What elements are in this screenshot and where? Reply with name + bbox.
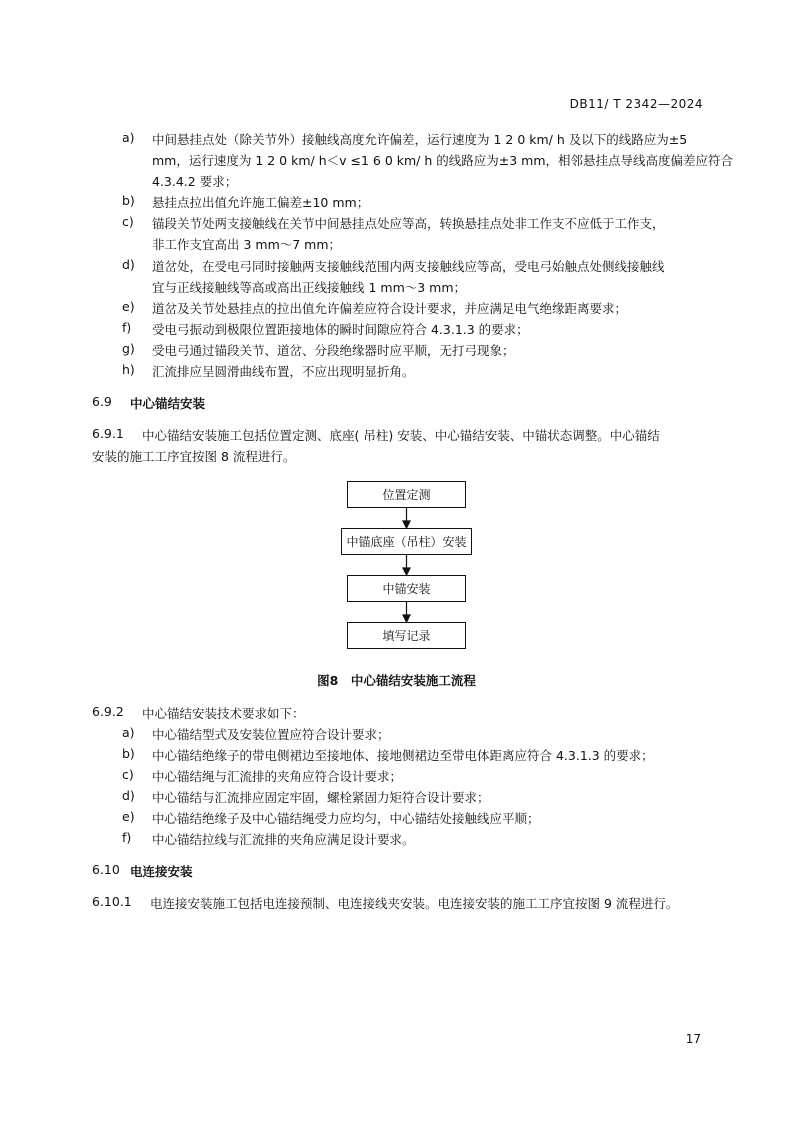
- list-item-label: h): [122, 362, 135, 377]
- list-item-label: f): [122, 830, 132, 845]
- flow-arrow-head: [403, 521, 410, 528]
- flow-step-box: 位置定测: [347, 481, 466, 508]
- list-item-text-line: 汇流排应呈圆滑曲线布置，不应出现明显折角。: [152, 364, 415, 379]
- list-item-text: 中心锚结拉线与汇流排的夹角应满足设计要求。: [152, 832, 415, 847]
- list-item-label: b): [122, 193, 135, 208]
- list-item-text-line: 中间悬挂点处（除关节外）接触线高度允许偏差，运行速度为 1 2 0 km/ h 及以下的线路应为±5: [152, 132, 688, 147]
- section-number: 6.10: [92, 862, 120, 877]
- list-item-text: 中心锚结绝缘子及中心锚结绳受力应均匀，中心锚结处接触线应平顺；: [152, 811, 540, 826]
- list-item-text: 中心锚结型式及安装位置应符合设计要求；: [152, 727, 390, 742]
- list-item-text-line: 非工作支宜高出 3 mm～7 mm；: [152, 237, 342, 252]
- list-item-label: d): [122, 257, 135, 272]
- list-item-text-line: 受电弓振动到极限位置距接地体的瞬时间隙应符合 4.3.1.3 的要求；: [152, 322, 529, 337]
- list-item-text-line: 受电弓通过锚段关节、道岔、分段绝缘器时应平顺，无打弓现象；: [152, 343, 515, 358]
- list-item-label: c): [122, 214, 134, 229]
- list-item-text-line: 悬挂点拉出值允许施工偏差±10 mm；: [152, 195, 370, 210]
- list-item-text: 中心锚结绳与汇流排的夹角应符合设计要求；: [152, 769, 403, 784]
- list-item-text-line: 道岔及关节处悬挂点的拉出值允许偏差应符合设计要求，并应满足电气绝缘距离要求；: [152, 301, 628, 316]
- section-number: 6.9: [92, 394, 112, 409]
- list-item-label: c): [122, 767, 134, 782]
- list-item-label: d): [122, 788, 135, 803]
- document-code-header: DB11/ T 2342—2024: [569, 97, 703, 111]
- flow-step-box: 填写记录: [347, 622, 466, 649]
- clause-number: 6.9.2: [92, 704, 124, 719]
- clause-number: 6.10.1: [92, 894, 132, 909]
- page-number: 17: [685, 1032, 701, 1046]
- list-item-text-line: mm，运行速度为 1 2 0 km/ h＜v ≤1 6 0 km/ h 的线路应为±3 mm，相邻悬挂点导线高度偏差应符合: [152, 153, 734, 168]
- flow-step-box: 中锚安装: [347, 575, 466, 602]
- section-title: 中心锚结安装: [130, 396, 206, 411]
- flow-arrow-head: [403, 568, 410, 575]
- list-item-label: e): [122, 809, 135, 824]
- list-item-label: g): [122, 341, 135, 356]
- list-item-label: a): [122, 130, 135, 145]
- list-item-label: f): [122, 320, 132, 335]
- list-item-text-line: 4.3.4.2 要求；: [152, 174, 238, 189]
- list-item-label: e): [122, 299, 135, 314]
- clause-number: 6.9.1: [92, 426, 124, 441]
- list-item-text-line: 道岔处，在受电弓同时接触两支接触线范围内两支接触线应等高，受电弓始触点处侧线接触线: [152, 259, 665, 274]
- section-title: 电连接安装: [130, 864, 193, 879]
- list-item-text-line: 宜与正线接触线等高或高出正线接触线 1 mm～3 mm；: [152, 280, 467, 295]
- paragraph-text-line: 中心锚结安装技术要求如下：: [142, 706, 305, 721]
- flow-step-box: 中锚底座（吊柱）安装: [341, 528, 472, 555]
- list-item-label: b): [122, 746, 135, 761]
- paragraph-text-line: 中心锚结安装施工包括位置定测、底座( 吊柱) 安装、中心锚结安装、中锚状态调整。中心锚结: [142, 428, 660, 443]
- paragraph-text-line: 电连接安装施工包括电连接预制、电连接线夹安装。电连接安装的施工工序宜按图 9 流程进行。: [150, 896, 679, 911]
- paragraph-text-line: 安装的施工工序宜按图 8 流程进行。: [92, 449, 296, 464]
- list-item-text: 中心锚结与汇流排应固定牢固，螺栓紧固力矩符合设计要求；: [152, 790, 490, 805]
- list-item-text: 中心锚结绝缘子的带电侧裙边至接地体、接地侧裙边至带电体距离应符合 4.3.1.3 的要求；: [152, 748, 654, 763]
- list-item-label: a): [122, 725, 135, 740]
- flow-arrow-head: [403, 615, 410, 622]
- figure-caption: 图8 中心锚结安装施工流程: [317, 673, 476, 688]
- list-item-text-line: 锚段关节处两支接触线在关节中间悬挂点处应等高，转换悬挂点处非工作支不应低于工作支，: [152, 216, 665, 231]
